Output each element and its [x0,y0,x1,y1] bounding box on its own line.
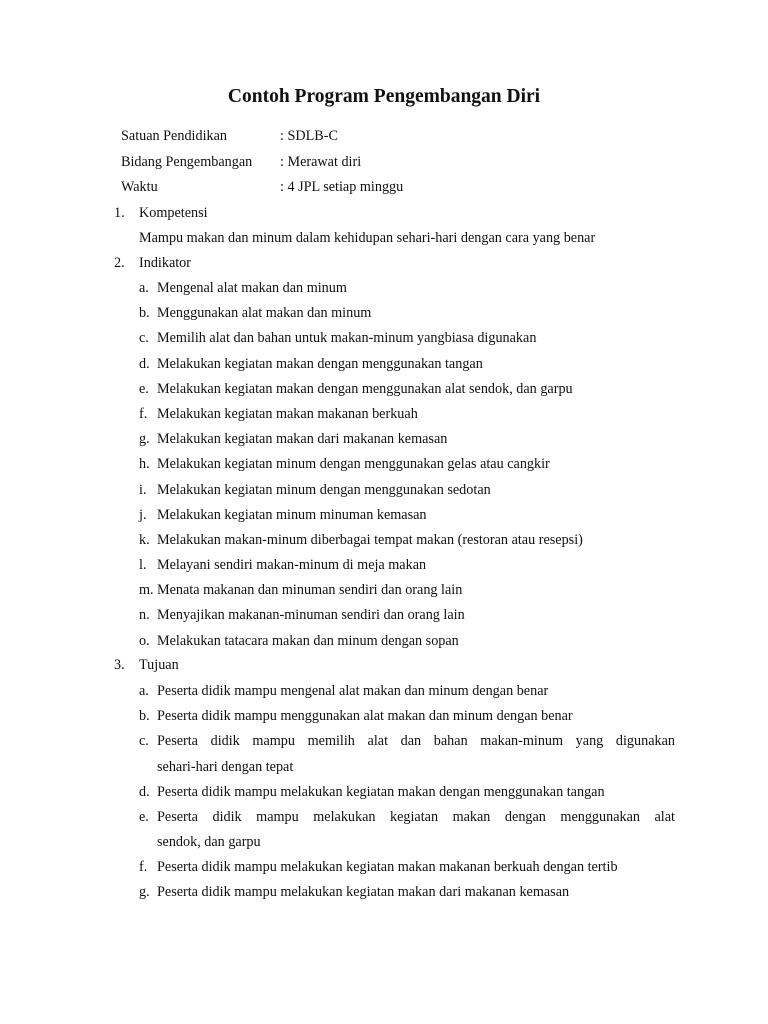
section-number: 1. [114,205,125,221]
list-item [0,631,768,651]
item-text: Menggunakan alat makan dan minum [157,305,372,321]
list-item [0,681,768,701]
meta-label: Bidang Pengembangan [121,154,253,170]
section-heading-tujuan [0,655,768,675]
item-text: Melakukan makan-minum diberbagai tempat makan (restoran atau resepsi) [157,532,583,548]
item-letter: k. [139,532,150,548]
document-title: Contoh Program Pengembangan Diri [227,86,541,107]
list-item [0,605,768,625]
item-letter: f. [139,859,148,875]
item-letter: e. [139,809,149,825]
item-letter: a. [139,683,149,699]
list-item [0,857,768,877]
item-text: Melayani sendiri makan-minum di meja makan [157,557,427,573]
item-letter: j. [139,507,147,523]
item-letter: d. [139,356,150,372]
list-item [0,882,768,902]
list-item [0,328,768,348]
item-text: Mengenal alat makan dan minum [157,280,347,296]
section-heading-indikator [0,253,768,273]
item-text: Menyajikan makanan-minuman sendiri dan orang lain [157,607,465,623]
list-item [0,404,768,424]
item-letter: m. [139,582,154,598]
item-text: Melakukan tatacara makan dan minum dengan sopan [157,633,459,649]
item-letter: g. [139,431,150,447]
list-item [0,480,768,500]
list-item [0,505,768,525]
meta-value: : SDLB-C [280,128,338,144]
list-item [0,303,768,323]
section-title: Tujuan [139,657,179,673]
item-letter: a. [139,280,149,296]
list-item [0,731,768,751]
item-text: Melakukan kegiatan makan makanan berkuah [157,406,418,422]
item-text: Melakukan kegiatan minum dengan menggunakan sedotan [157,482,491,498]
item-text: Peserta didik mampu mengenal alat makan dan minum dengan benar [157,683,549,699]
list-item [0,706,768,726]
section-title: Indikator [139,255,192,271]
section-number: 3. [114,657,125,673]
section-heading-kompetensi [0,203,768,223]
paragraph-text: Mampu makan dan minum dalam kehidupan sehari-hari dengan cara yang benar [139,230,596,246]
section-title: Kompetensi [139,205,208,221]
item-text: Peserta didik mampu memilih alat dan bahan makan-minum yang digunakan [157,733,675,749]
item-text: Memilih alat dan bahan untuk makan-minum yangbiasa digunakan [157,330,537,346]
item-text: Melakukan kegiatan minum dengan menggunakan gelas atau cangkir [157,456,550,472]
list-item [0,555,768,575]
meta-value: : 4 JPL setiap minggu [280,179,404,195]
meta-label: Waktu [121,179,158,195]
list-item [0,782,768,802]
item-text-continuation: sendok, dan garpu [157,834,261,850]
item-letter: f. [139,406,148,422]
meta-value: : Merawat diri [280,154,362,170]
list-item [0,429,768,449]
item-text: Peserta didik mampu melakukan kegiatan makan makanan berkuah dengan tertib [157,859,618,875]
list-item [0,454,768,474]
item-letter: h. [139,456,150,472]
item-letter: e. [139,381,149,397]
meta-label: Satuan Pendidikan [121,128,227,144]
list-item [0,580,768,600]
list-item [0,278,768,298]
item-letter: b. [139,708,150,724]
item-text: Melakukan kegiatan minum minuman kemasan [157,507,427,523]
item-text: Peserta didik mampu melakukan kegiatan makan dengan menggunakan tangan [157,784,605,800]
item-text: Peserta didik mampu melakukan kegiatan makan dengan menggunakan alat [157,809,675,825]
item-text: Menata makanan dan minuman sendiri dan orang lain [157,582,463,598]
item-text: Melakukan kegiatan makan dengan menggunakan tangan [157,356,483,372]
item-text: Melakukan kegiatan makan dengan menggunakan alat sendok, dan garpu [157,381,573,397]
item-letter: i. [139,482,147,498]
item-letter: n. [139,607,150,623]
item-letter: c. [139,733,149,749]
item-text: Peserta didik mampu melakukan kegiatan makan dari makanan kemasan [157,884,570,900]
competency-paragraph [0,228,768,248]
list-item [0,379,768,399]
item-letter: c. [139,330,149,346]
item-letter: g. [139,884,150,900]
section-number: 2. [114,255,125,271]
list-item [0,807,768,827]
list-item-continuation [0,757,768,777]
item-letter: o. [139,633,150,649]
list-item [0,354,768,374]
item-letter: d. [139,784,150,800]
list-item [0,530,768,550]
item-letter: l. [139,557,147,573]
list-item-continuation [0,832,768,852]
item-text: Peserta didik mampu menggunakan alat makan dan minum dengan benar [157,708,573,724]
item-text: Melakukan kegiatan makan dari makanan kemasan [157,431,448,447]
item-text-continuation: sehari-hari dengan tepat [157,759,294,775]
item-letter: b. [139,305,150,321]
